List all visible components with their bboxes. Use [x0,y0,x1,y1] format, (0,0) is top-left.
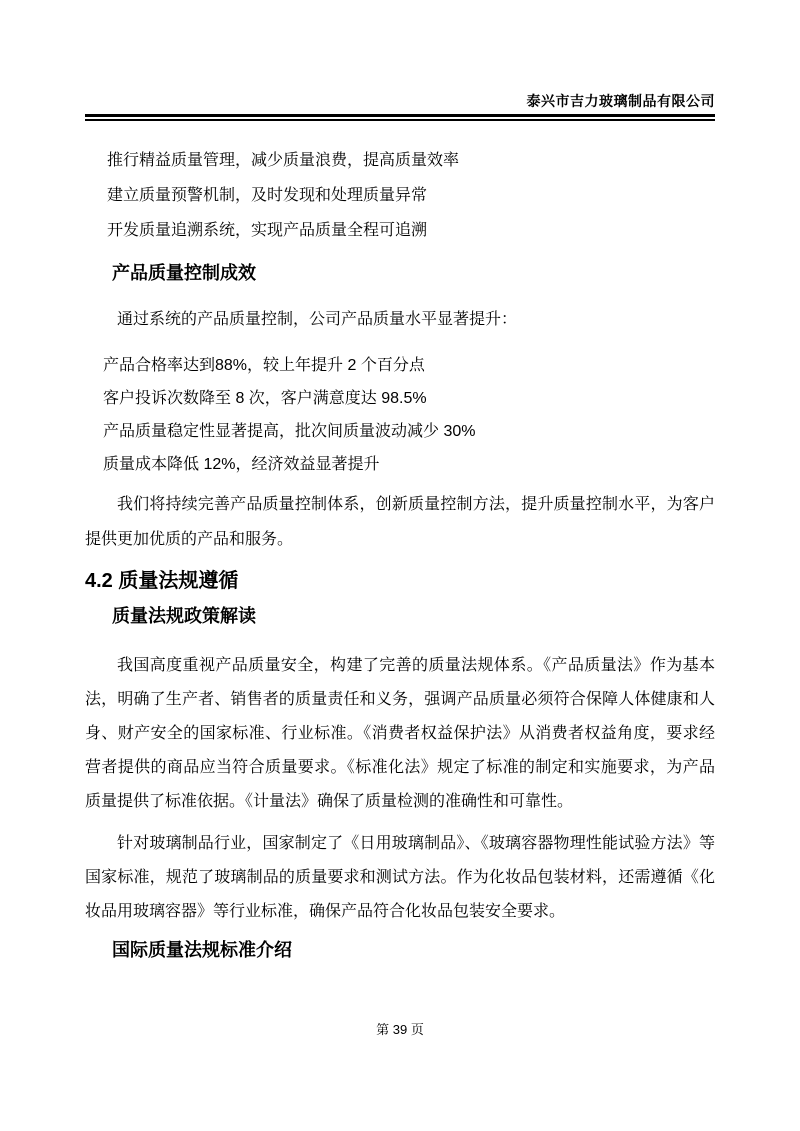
quality-results-heading: 产品质量控制成效 [112,263,256,283]
company-name: 泰兴市吉力玻璃制品有限公司 [526,93,715,109]
domestic-regulation-paragraph: 我国高度重视产品质量安全，构建了完善的质量法规体系。《产品质量法》作为基本法，明确了生产者、销售者的质量责任和义务，强调产品质量必须符合保障人体健康和人身、财产安全的国家标准、行业标准。《消费者权益保护法》从消费者权益角度，要求经营者提供的商品应当符合质量要求。《标准化法》规定了标准的制定和实施要求，为产品质量提供了标准依据。《计量法》确保了质量检测的准确性和可靠性。 [85,657,715,810]
result-line: 产品合格率达到88%，较上年提升 2 个百分点 [103,357,425,374]
page-header [85,0,715,121]
quality-results-lead: 通过系统的产品质量控制，公司产品质量水平显著提升： [117,311,518,328]
policy-interpretation-heading: 质量法规政策解读 [112,606,256,626]
header-divider [85,114,715,121]
page-body [85,143,715,961]
quality-measure-lines [85,143,715,248]
quality-result-lines [85,349,715,481]
measure-line: 建立质量预警机制，及时发现和处理质量异常 [107,187,428,204]
section-heading-4-2: 4.2 质量法规遵循 [85,570,239,592]
measure-line: 开发质量追溯系统，实现产品质量全程可追溯 [107,222,428,239]
international-standards-heading: 国际质量法规标准介绍 [112,940,292,960]
measure-line: 推行精益质量管理，减少质量浪费，提高质量效率 [107,152,460,169]
result-line: 产品质量稳定性显著提高，批次间质量波动减少 30% [103,423,476,440]
result-line: 质量成本降低 12%，经济效益显著提升 [103,456,380,473]
industry-standard-paragraph: 针对玻璃制品行业，国家制定了《日用玻璃制品》、《玻璃容器物理性能试验方法》等国家标准，规范了玻璃制品的质量要求和测试方法。作为化妆品包装材料，还需遵循《化妆品用玻璃容器》等行业标准，确保产品符合化妆品包装安全要求。 [85,835,715,920]
page-footer [0,1022,800,1038]
result-line: 客户投诉次数降至 8 次，客户满意度达 98.5% [103,390,427,407]
quality-results-closing: 我们将持续完善产品质量控制体系，创新质量控制方法，提升质量控制水平，为客户提供更加优质的产品和服务。 [85,496,715,548]
page-number: 第 39 页 [376,1022,424,1037]
